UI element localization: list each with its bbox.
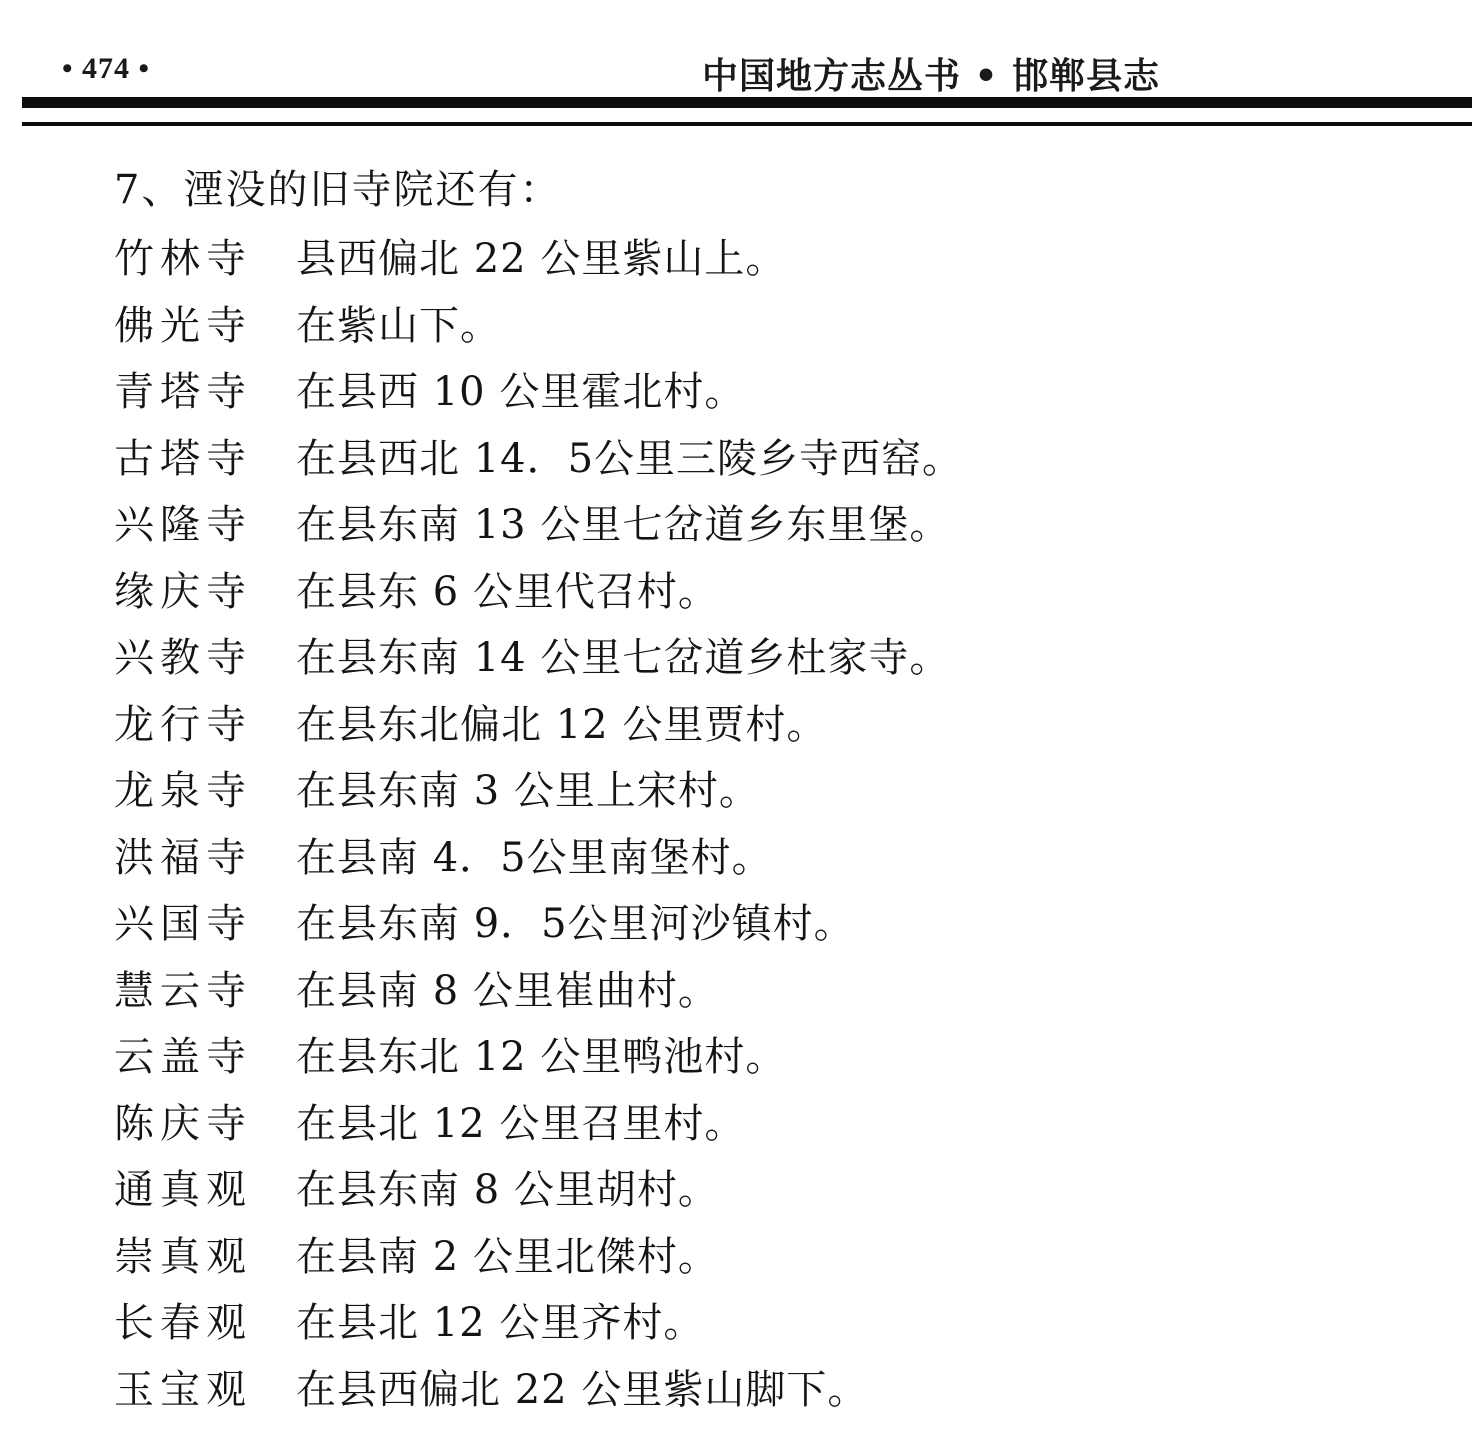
list-item [114, 1224, 1414, 1291]
temple-name: 龙行寺 [114, 701, 252, 748]
temple-name: 玉宝观 [114, 1366, 252, 1413]
temple-location: 在县南 4．5公里南堡村。 [296, 834, 773, 881]
header-rule-thin [22, 122, 1472, 126]
page-header [0, 0, 1472, 100]
temple-location: 在县东南 8 公里胡村。 [296, 1167, 719, 1213]
list-item [114, 958, 1414, 1025]
temple-location: 在县西北 14．5公里三陵乡寺西窑。 [296, 435, 964, 482]
temple-name: 缘庆寺 [114, 568, 252, 615]
temple-location: 在县东北 12 公里鸭池村。 [296, 1034, 787, 1080]
temple-name: 竹林寺 [114, 236, 252, 282]
list-item [114, 825, 1414, 892]
section-heading: 7、湮没的旧寺院还有： [114, 167, 562, 213]
temple-location: 在县西 10 公里霍北村。 [296, 369, 746, 415]
running-title: 中国地方志丛书 • 邯郸县志 [702, 56, 1161, 97]
temple-name: 龙泉寺 [114, 768, 252, 814]
temple-name: 佛光寺 [114, 302, 252, 349]
temple-list [114, 226, 1414, 1423]
list-item [114, 559, 1414, 626]
page-content [114, 160, 1414, 1423]
temple-name: 陈庆寺 [114, 1100, 252, 1147]
temple-name: 长春观 [114, 1300, 252, 1346]
temple-name: 古塔寺 [114, 435, 252, 482]
list-item [114, 1357, 1414, 1424]
header-rule-thick [22, 97, 1472, 108]
temple-name: 兴隆寺 [114, 502, 252, 548]
temple-location: 在县南 2 公里北傑村。 [296, 1233, 719, 1280]
temple-name: 兴国寺 [114, 901, 252, 947]
list-item [114, 758, 1414, 825]
list-item [114, 1024, 1414, 1091]
list-item [114, 692, 1414, 759]
list-item [114, 1091, 1414, 1158]
temple-location: 在县东南 14 公里七岔道乡杜家寺。 [296, 635, 951, 681]
list-item [114, 293, 1414, 360]
temple-location: 在县东北偏北 12 公里贾村。 [296, 701, 828, 748]
temple-name: 青塔寺 [114, 369, 252, 415]
temple-name: 通真观 [114, 1167, 252, 1213]
list-item [114, 1290, 1414, 1357]
temple-location: 在县北 12 公里齐村。 [296, 1300, 705, 1346]
temple-location: 在县东南 9．5公里河沙镇村。 [296, 901, 855, 947]
temple-location: 县西偏北 22 公里紫山上。 [296, 236, 787, 282]
list-item [114, 891, 1414, 958]
temple-location: 在紫山下。 [296, 302, 501, 349]
list-item [114, 226, 1414, 293]
list-item [114, 625, 1414, 692]
temple-name: 慧云寺 [114, 967, 252, 1014]
temple-location: 在县北 12 公里召里村。 [296, 1100, 746, 1147]
list-item [114, 359, 1414, 426]
page-number: • 474 • [62, 52, 151, 85]
temple-location: 在县东南 3 公里上宋村。 [296, 768, 760, 814]
list-item [114, 1157, 1414, 1224]
list-item [114, 492, 1414, 559]
temple-name: 崇真观 [114, 1233, 252, 1280]
list-item [114, 426, 1414, 493]
temple-location: 在县东 6 公里代召村。 [296, 568, 719, 615]
temple-name: 洪福寺 [114, 834, 252, 881]
temple-name: 兴教寺 [114, 635, 252, 681]
temple-location: 在县南 8 公里崔曲村。 [296, 967, 719, 1014]
temple-location: 在县东南 13 公里七岔道乡东里堡。 [296, 502, 951, 548]
temple-name: 云盖寺 [114, 1034, 252, 1080]
temple-location: 在县西偏北 22 公里紫山脚下。 [296, 1366, 869, 1413]
